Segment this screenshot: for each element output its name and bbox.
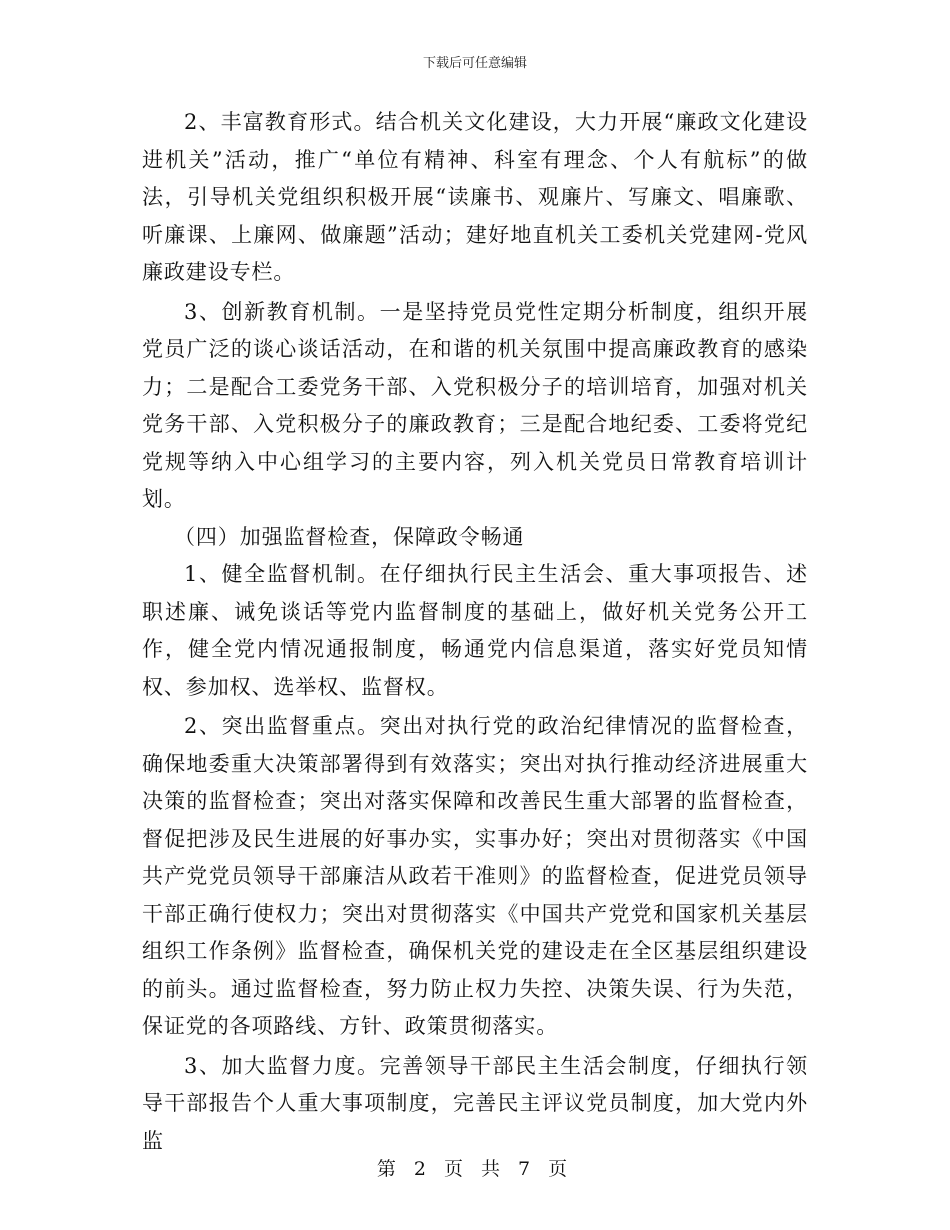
paragraph-supervision-focus: 2、突出监督重点。突出对执行党的政治纪律情况的监督检查，确保地委重大决策部署得到有效落实；突出对执行推动经济进展重大决策的监督检查；突出对落实保障和改善民生重大部署的监督检查，督促把涉及民生进展的好事办实，实事办好；突出对贯彻落实《中国共产党党员领导干部廉洁从政若干准则》的监督检查，促进党员领导干部正确行使权力；突出对贯彻落实《中国共产党党和国家机关基层组织工作条例》监督检查，确保机关党的建设走在全区基层组织建设的前头。通过监督检查，努力防止权力失控、决策失误、行为失范，保证党的各项路线、方针、政策贯彻落实。 [142,714,808,1038]
paragraph-supervision-mechanism: 1、健全监督机制。在仔细执行民主生活会、重大事项报告、述职述廉、诫免谈话等党内监督制度的基础上，做好机关党务公开工作，健全党内情况通报制度，畅通党内信息渠道，落实好党员知情权、参加权、选举权、监督权。 [142,562,808,699]
document-body [142,104,808,1160]
page-header: 下载后可任意编辑 [422,56,527,71]
section-heading-supervision: （四）加强监督检查，保障政令畅通 [174,524,525,549]
paragraph-education-mechanism: 3、创新教育机制。一是坚持党员党性定期分析制度，组织开展党员广泛的谈心谈话活动，在和谐的机关氛围中提高廉政教育的感染力；二是配合工委党务干部、入党积极分子的培训培育，加强对机关党务干部、入党积极分子的廉政教育；三是配合地纪委、工委将党纪党规等纳入中心组学习的主要内容，列入机关党员日常教育培训计划。 [142,299,808,511]
page-footer: 第 2 页 共 7 页 [376,1158,574,1180]
paragraph-education-forms: 2、丰富教育形式。结合机关文化建设，大力开展“廉政文化建设进机关”活动，推广“单位有精神、科室有理念、个人有航标”的做法，引导机关党组织积极开展“读廉书、观廉片、写廉文、唱廉歌、听廉课、上廉网、做廉题”活动；建好地直机关工委机关党建网-党风廉政建设专栏。 [142,110,808,284]
paragraph-supervision-strength: 3、加大监督力度。完善领导干部民主生活会制度，仔细执行领导干部报告个人重大事项制度，完善民主评议党员制度，加大党内外监 [142,1053,808,1153]
